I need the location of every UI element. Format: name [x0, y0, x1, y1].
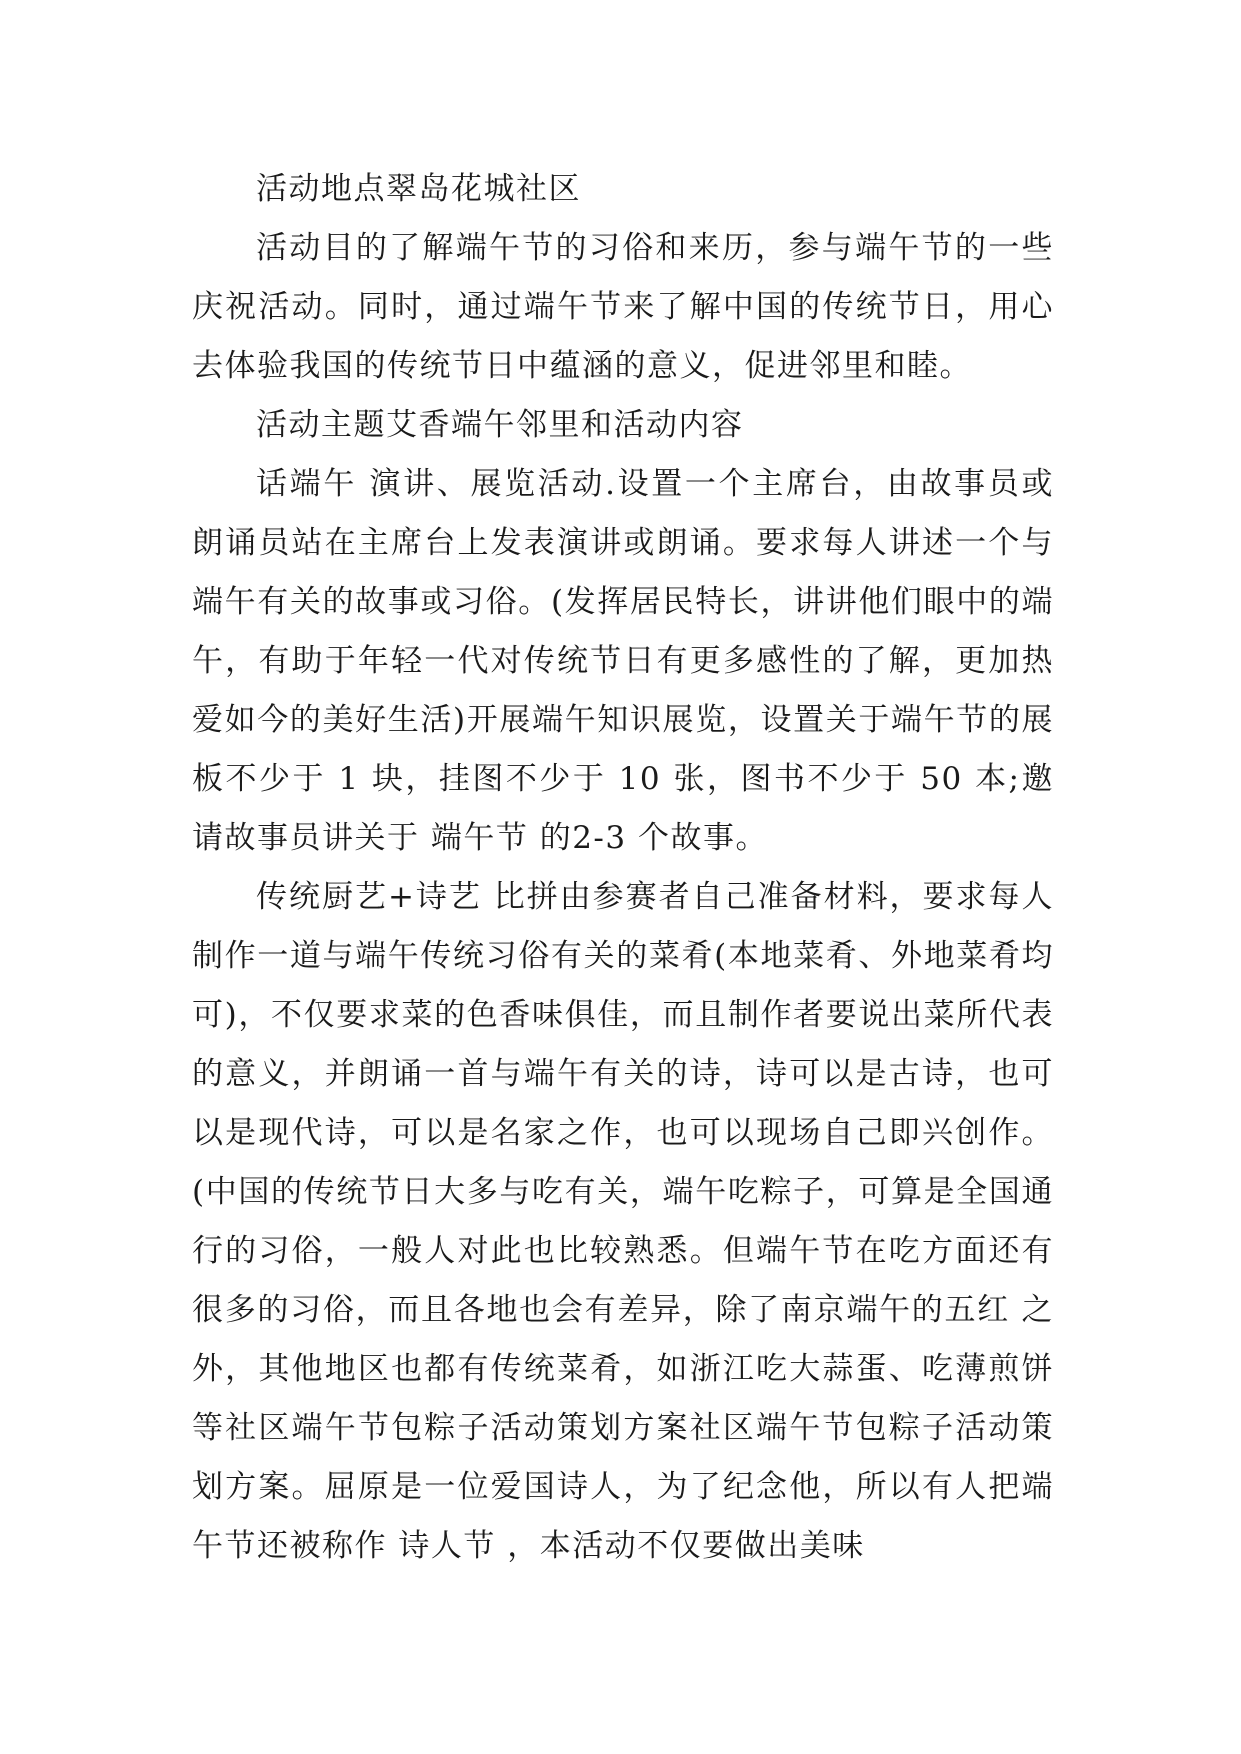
paragraph-location: 活动地点翠岛花城社区	[256, 171, 581, 207]
paragraph-speech-exhibition: 话端午 演讲、展览活动.设置一个主席台，由故事员或朗诵员站在主席台上发表演讲或朗诵。要求每人讲述一个与端午有关的故事或习俗。(发挥居民特长，讲讲他们眼中的端午，有助于年轻一代对传统节日有更多感性的了解，更加热爱如今的美好生活)开展端午知识展览，设置关于端午节的展板不少于 1 块，挂图不少于 10 张，图书不少于 50 本;邀请故事员讲关于 端午节 的2-3 个故事。	[192, 466, 1054, 856]
document-body	[192, 160, 1054, 1576]
paragraph-theme: 活动主题艾香端午邻里和活动内容	[256, 407, 744, 443]
paragraph-purpose: 活动目的了解端午节的习俗和来历，参与端午节的一些庆祝活动。同时，通过端午节来了解中国的传统节日，用心去体验我国的传统节日中蕴涵的意义，促进邻里和睦。	[192, 230, 1054, 384]
paragraph-cooking-poetry: 传统厨艺+诗艺 比拼由参赛者自己准备材料，要求每人制作一道与端午传统习俗有关的菜肴(本地菜肴、外地菜肴均可)，不仅要求菜的色香味俱佳，而且制作者要说出菜所代表的意义，并朗诵一首与端午有关的诗，诗可以是古诗，也可以是现代诗，可以是名家之作，也可以现场自己即兴创作。(中国的传统节日大多与吃有关，端午吃粽子，可算是全国通行的习俗，一般人对此也比较熟悉。但端午节在吃方面还有很多的习俗，而且各地也会有差异，除了南京端午的五红 之外，其他地区也都有传统菜肴，如浙江吃大蒜蛋、吃薄煎饼等社区端午节包粽子活动策划方案社区端午节包粽子活动策划方案。屈原是一位爱国诗人，为了纪念他，所以有人把端午节还被称作 诗人节 ，本活动不仅要做出美味	[192, 879, 1054, 1564]
